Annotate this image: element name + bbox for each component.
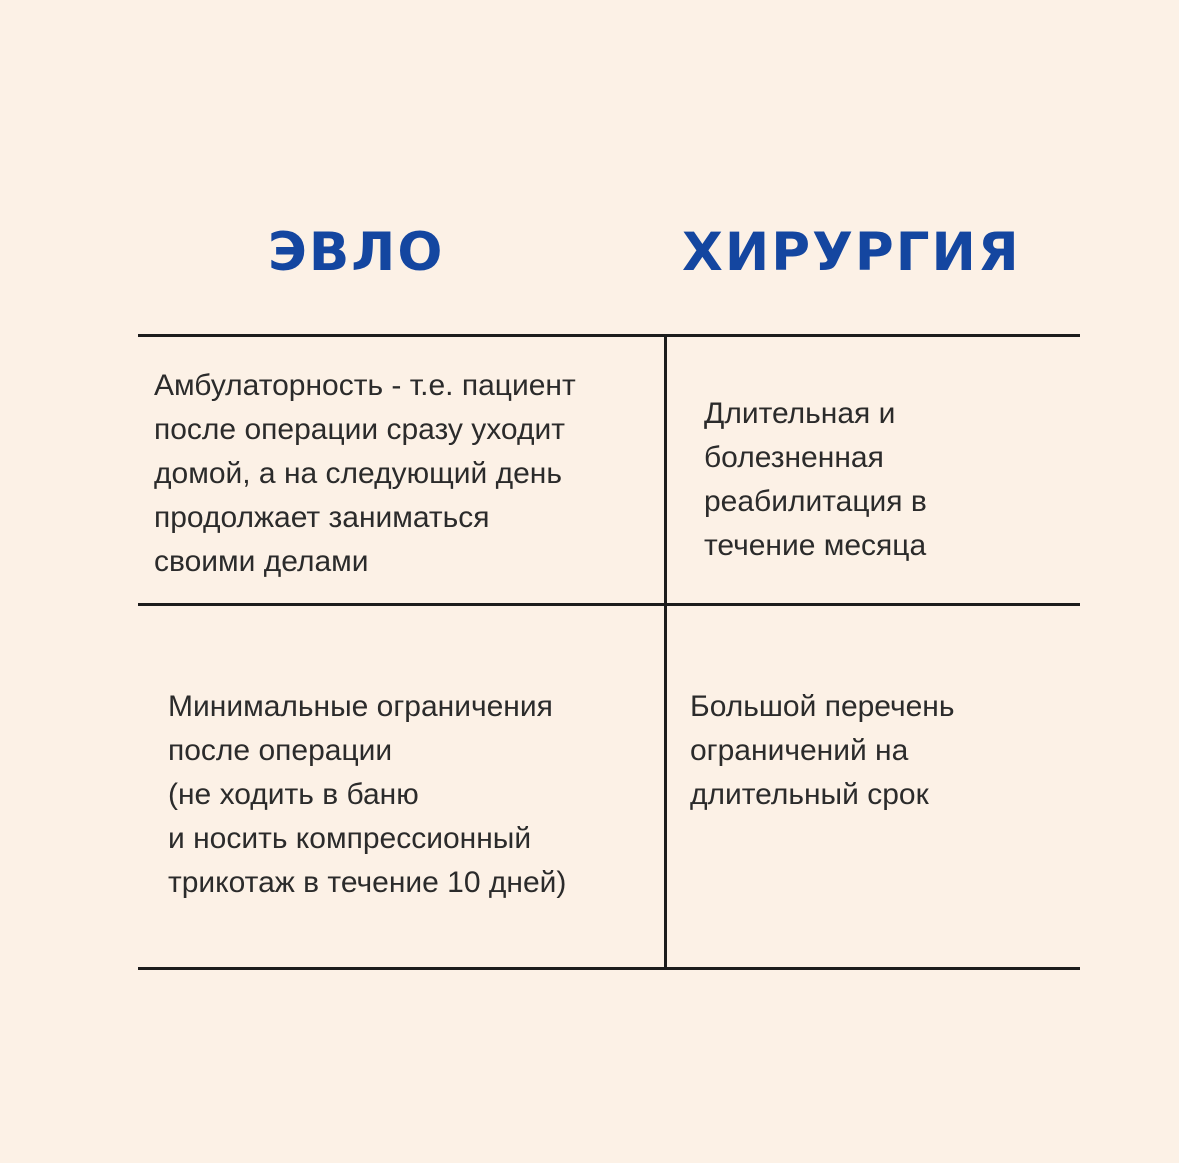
row2-surgery-cell: Большой перечень ограничений на длительный срок <box>690 690 955 811</box>
row2-evlo-cell: Минимальные ограничения после операции (не ходить в баню и носить компрессионный трикотаж в течение 10 дней) <box>168 690 567 899</box>
row-divider <box>138 603 1080 606</box>
row1-evlo-cell: Амбулаторность - т.е. пациент после операции сразу уходит домой, а на следующий день продолжает заниматься своими делами <box>154 369 576 578</box>
table-top-border <box>138 334 1080 337</box>
column-divider <box>664 336 667 969</box>
row1-surgery-cell: Длительная и болезненная реабилитация в течение месяца <box>704 397 927 562</box>
header-evlo: ЭВЛО <box>268 222 445 283</box>
header-surgery: ХИРУРГИЯ <box>682 222 1021 283</box>
table-bottom-border <box>138 967 1080 970</box>
